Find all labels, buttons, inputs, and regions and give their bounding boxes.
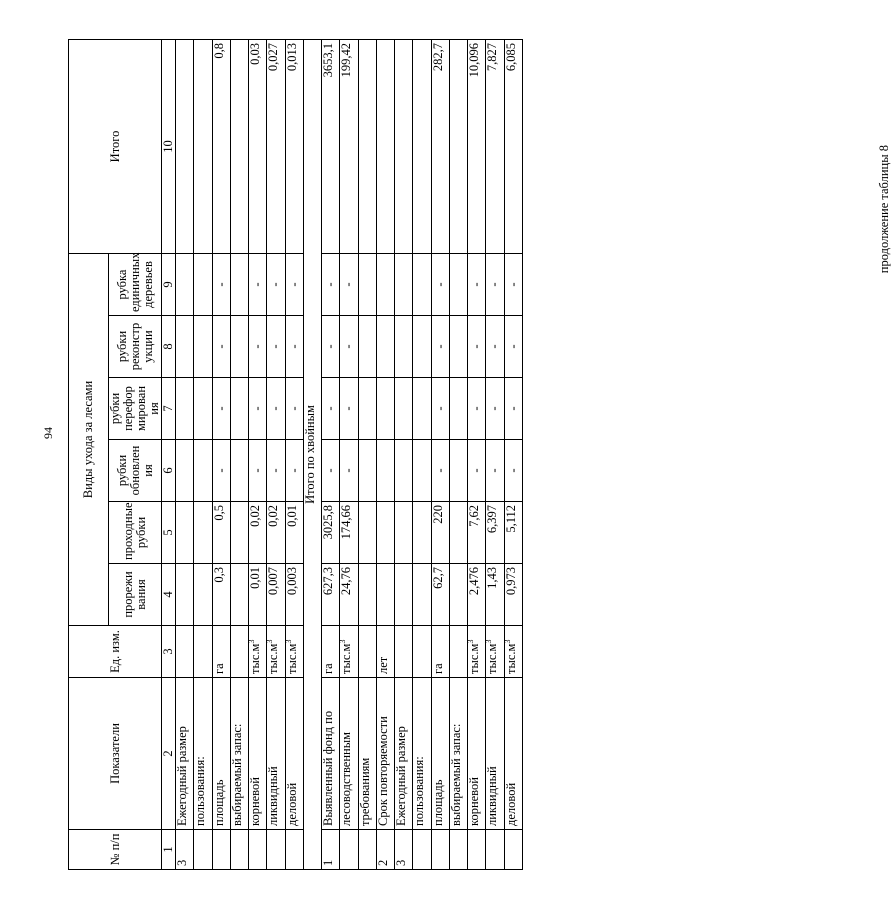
row-value: -: [431, 316, 449, 378]
table-row: [376, 39, 394, 869]
column-index-row: [162, 39, 176, 869]
table-row: [504, 39, 523, 869]
row-value: [176, 316, 194, 378]
row-value: -: [340, 253, 358, 315]
header-col-4: прорежи вания: [109, 564, 162, 626]
row-value: [376, 440, 394, 502]
row-value: -: [504, 440, 523, 502]
row-value: -: [212, 378, 230, 440]
row-value: 7,62: [468, 502, 486, 564]
row-value: [230, 253, 248, 315]
row-value: [358, 378, 376, 440]
row-value: [395, 39, 413, 253]
table-row: [413, 39, 431, 869]
row-value: -: [504, 378, 523, 440]
table-row: [395, 39, 413, 869]
row-unit: [504, 626, 523, 678]
row-label: деловой: [285, 678, 303, 830]
row-label: выбираемый запас:: [230, 678, 248, 830]
row-value: [230, 39, 248, 253]
row-value: -: [340, 440, 358, 502]
row-value: 0,5: [212, 502, 230, 564]
row-unit-text: тыс.м: [248, 643, 262, 674]
row-value: 282,7: [431, 39, 449, 253]
row-num: [194, 830, 212, 870]
row-value: -: [322, 378, 340, 440]
row-value: [194, 39, 212, 253]
row-value: [449, 564, 467, 626]
row-value: -: [267, 440, 285, 502]
row-unit: [486, 626, 504, 678]
row-value: [449, 253, 467, 315]
column-index: 7: [162, 378, 176, 440]
row-value: [395, 502, 413, 564]
unit-superscript: 3: [246, 639, 256, 644]
unit-superscript: 3: [265, 639, 275, 644]
row-value: -: [249, 253, 267, 315]
row-unit-text: тыс.м: [467, 643, 481, 674]
row-value: -: [486, 440, 504, 502]
row-value: -: [267, 316, 285, 378]
header-num: № п/п: [69, 830, 162, 870]
row-value: [358, 316, 376, 378]
row-value: [230, 316, 248, 378]
row-unit-text: тыс.м: [284, 643, 299, 674]
row-value: [449, 440, 467, 502]
row-value: 10,096: [468, 39, 486, 253]
header-indicators: Показатели: [69, 678, 162, 830]
row-value: [376, 39, 394, 253]
row-value: -: [212, 440, 230, 502]
row-num: 2: [376, 830, 394, 870]
forest-care-table: [68, 39, 523, 870]
row-value: 627,3: [322, 564, 340, 626]
row-num: [468, 830, 486, 870]
row-value: [376, 378, 394, 440]
row-value: [413, 564, 431, 626]
row-unit: [395, 626, 413, 678]
row-value: 0,02: [267, 502, 285, 564]
row-label: ликвидный: [267, 678, 285, 830]
row-unit: [267, 626, 285, 678]
row-label: пользования:: [194, 678, 212, 830]
table-row: [431, 39, 449, 869]
row-value: [230, 564, 248, 626]
row-value: [194, 502, 212, 564]
row-num: [413, 830, 431, 870]
header-unit: Ед. изм.: [69, 626, 162, 678]
row-value: -: [285, 253, 303, 315]
row-label: выбираемый запас:: [449, 678, 467, 830]
row-value: 24,76: [340, 564, 358, 626]
row-value: 0,027: [267, 39, 285, 253]
row-unit-text: тыс.м: [485, 643, 500, 674]
row-value: [395, 253, 413, 315]
row-value: 3025,8: [322, 502, 340, 564]
row-value: 0,3: [212, 564, 230, 626]
row-value: [376, 316, 394, 378]
row-value: -: [504, 253, 523, 315]
row-value: -: [285, 440, 303, 502]
row-value: -: [486, 378, 504, 440]
column-index: 2: [162, 678, 176, 830]
row-unit-text: га: [321, 663, 335, 674]
page-number: 94: [41, 427, 55, 439]
unit-superscript: 3: [283, 639, 293, 644]
row-num: 3: [176, 830, 194, 870]
row-value: [194, 564, 212, 626]
header-row: [69, 39, 109, 869]
row-value: -: [322, 253, 340, 315]
row-label: площадь: [431, 678, 449, 830]
row-label: лесоводственным: [340, 678, 358, 830]
row-num: [358, 830, 376, 870]
row-value: [449, 39, 467, 253]
row-num: 3: [395, 830, 413, 870]
row-value: 0,01: [285, 502, 303, 564]
row-value: [194, 316, 212, 378]
row-value: [176, 564, 194, 626]
row-value: [413, 440, 431, 502]
unit-superscript: 3: [338, 639, 348, 644]
table-row: [449, 39, 467, 869]
column-index: 3: [162, 626, 176, 678]
row-value: -: [340, 378, 358, 440]
row-value: [176, 440, 194, 502]
row-unit: [194, 626, 212, 678]
table-row: [468, 39, 486, 869]
row-label: корневой: [468, 678, 486, 830]
unit-superscript: 3: [484, 639, 494, 644]
table-caption: продолжение таблицы 8: [877, 145, 891, 274]
unit-superscript: 3: [502, 639, 512, 644]
row-value: [395, 378, 413, 440]
row-label: Ежегодный размер: [395, 678, 413, 830]
row-value: 7,827: [486, 39, 504, 253]
row-value: [413, 502, 431, 564]
row-unit: [246, 626, 267, 678]
row-unit: [431, 626, 449, 678]
row-value: -: [486, 253, 504, 315]
row-value: -: [267, 378, 285, 440]
row-value: -: [249, 440, 267, 502]
column-index: 4: [162, 564, 176, 626]
row-unit: [340, 626, 358, 678]
row-unit: [449, 626, 467, 678]
row-value: 0,02: [249, 502, 267, 564]
row-value: [413, 39, 431, 253]
row-label: ликвидный: [486, 678, 504, 830]
row-value: [449, 378, 467, 440]
table-row: [194, 39, 212, 869]
row-value: 0,01: [249, 564, 267, 626]
row-value: [194, 440, 212, 502]
column-index: 8: [162, 316, 176, 378]
row-unit: [376, 626, 394, 678]
row-value: [376, 564, 394, 626]
row-value: 0,8: [212, 39, 230, 253]
row-value: 0,973: [504, 564, 523, 626]
row-num: [486, 830, 504, 870]
row-value: [376, 253, 394, 315]
column-index: 10: [162, 39, 176, 253]
row-value: 6,397: [486, 502, 504, 564]
row-value: -: [267, 253, 285, 315]
row-label: Выявленный фонд по: [322, 678, 340, 830]
row-value: -: [486, 316, 504, 378]
row-unit: [358, 626, 376, 678]
row-value: [413, 378, 431, 440]
row-unit-text: тыс.м: [266, 643, 281, 674]
row-unit: [285, 626, 303, 678]
row-unit-text: тыс.м: [503, 643, 518, 674]
row-num: [267, 830, 285, 870]
row-value: -: [340, 316, 358, 378]
row-value: [395, 564, 413, 626]
rotated-table-container: [68, 40, 523, 870]
row-value: [230, 378, 248, 440]
row-value: [176, 378, 194, 440]
row-value: 0,03: [249, 39, 267, 253]
header-col-5: проходные рубки: [109, 502, 162, 564]
column-index: 6: [162, 440, 176, 502]
table-row: [340, 39, 358, 869]
row-value: [176, 502, 194, 564]
row-num: [504, 830, 523, 870]
row-label: пользования:: [413, 678, 431, 830]
row-label: Срок повторяемости: [376, 678, 394, 830]
row-value: [176, 253, 194, 315]
row-value: -: [212, 253, 230, 315]
row-label: деловой: [504, 678, 523, 830]
row-value: -: [468, 378, 486, 440]
row-num: [249, 830, 267, 870]
row-label: Ежегодный размер: [176, 678, 194, 830]
row-value: [358, 253, 376, 315]
section-title: Итого по хвойным: [303, 39, 321, 869]
row-value: [358, 39, 376, 253]
row-value: 3653,1: [322, 39, 340, 253]
row-value: 6,085: [504, 39, 523, 253]
header-col-9: рубка единичных деревьев: [109, 253, 162, 315]
header-total: Итого: [69, 39, 162, 253]
row-value: 0,007: [267, 564, 285, 626]
unit-superscript: 3: [465, 639, 475, 644]
row-unit-text: га: [430, 663, 445, 674]
row-value: -: [285, 378, 303, 440]
row-value: 2,476: [468, 564, 486, 626]
row-value: -: [431, 378, 449, 440]
row-value: 1,43: [486, 564, 504, 626]
row-unit: [230, 626, 248, 678]
row-unit: [176, 626, 194, 678]
row-value: -: [468, 316, 486, 378]
row-num: [431, 830, 449, 870]
row-value: -: [468, 440, 486, 502]
row-value: [376, 502, 394, 564]
table-row: [249, 39, 267, 869]
row-value: [230, 440, 248, 502]
row-value: [413, 253, 431, 315]
row-value: [395, 440, 413, 502]
row-value: -: [249, 316, 267, 378]
table-row: [486, 39, 504, 869]
header-col-6: рубки обновлен ия: [109, 440, 162, 502]
column-index: 5: [162, 502, 176, 564]
row-value: -: [468, 253, 486, 315]
row-value: [230, 502, 248, 564]
row-value: [194, 378, 212, 440]
table-row: [285, 39, 303, 869]
row-unit: [413, 626, 431, 678]
row-value: [176, 39, 194, 253]
table-row: [230, 39, 248, 869]
column-index: 9: [162, 253, 176, 315]
section-row: [303, 39, 321, 869]
row-unit: [212, 626, 230, 678]
row-value: -: [285, 316, 303, 378]
row-label: площадь: [212, 678, 230, 830]
row-value: 0,003: [285, 564, 303, 626]
row-value: [358, 502, 376, 564]
table-row: [322, 39, 340, 869]
row-value: 220: [431, 502, 449, 564]
row-value: 199,42: [340, 39, 358, 253]
header-col-7: рубки перефор мирован ия: [109, 378, 162, 440]
row-value: 0,013: [285, 39, 303, 253]
row-num: [212, 830, 230, 870]
table-row: [176, 39, 194, 869]
column-index: 1: [162, 830, 176, 870]
row-value: -: [212, 316, 230, 378]
row-value: -: [431, 253, 449, 315]
table-row: [358, 39, 376, 869]
table-row: [212, 39, 230, 869]
row-value: 62,7: [431, 564, 449, 626]
row-value: [358, 564, 376, 626]
row-value: [395, 316, 413, 378]
row-num: [230, 830, 248, 870]
row-value: 5,112: [504, 502, 523, 564]
row-unit-text: га: [211, 663, 226, 674]
row-value: -: [504, 316, 523, 378]
row-value: [413, 316, 431, 378]
row-unit: [322, 626, 340, 678]
row-value: -: [249, 378, 267, 440]
row-num: [285, 830, 303, 870]
row-value: [449, 316, 467, 378]
row-unit-text: лет: [375, 656, 390, 674]
header-col-8: рубки реконстр укции: [109, 316, 162, 378]
row-value: [194, 253, 212, 315]
row-value: 174,66: [340, 502, 358, 564]
row-value: -: [431, 440, 449, 502]
table-row: [267, 39, 285, 869]
row-label: корневой: [249, 678, 267, 830]
row-value: [358, 440, 376, 502]
row-unit: [465, 626, 486, 678]
row-value: [449, 502, 467, 564]
header-care-types: Виды ухода за лесами: [69, 253, 109, 625]
row-num: 1: [322, 830, 340, 870]
row-value: -: [322, 440, 340, 502]
row-label: требованиям: [358, 678, 376, 830]
row-num: [449, 830, 467, 870]
row-value: -: [322, 316, 340, 378]
row-num: [340, 830, 358, 870]
row-unit-text: тыс.м: [339, 643, 354, 674]
